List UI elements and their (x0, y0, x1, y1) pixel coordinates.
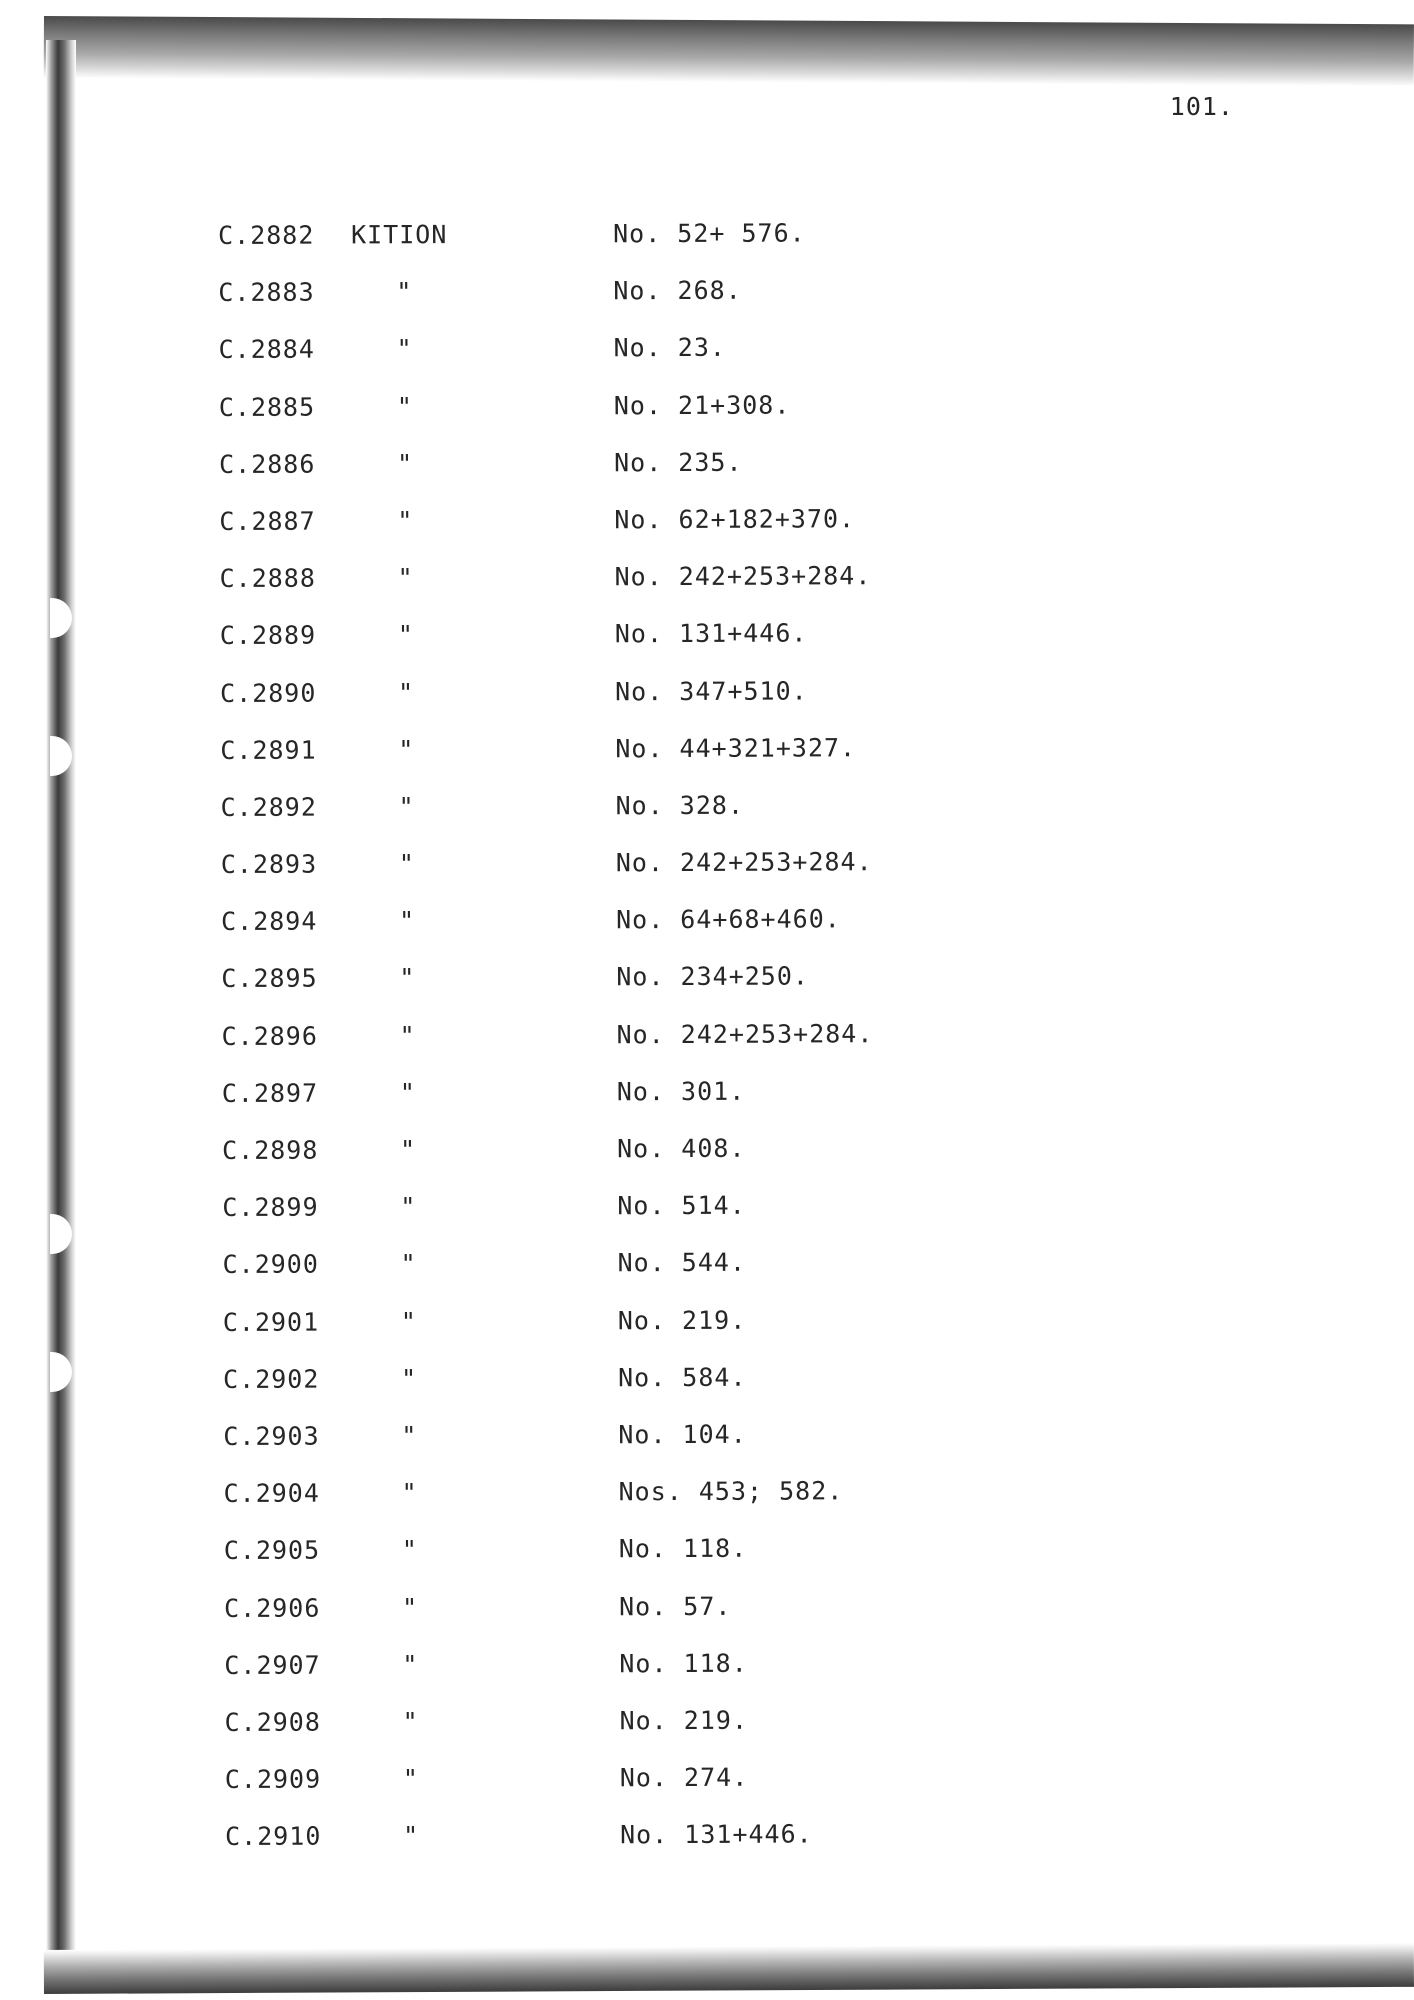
ditto-mark: " (397, 620, 414, 650)
ditto-mark: " (396, 334, 413, 364)
reference-numbers: No. 514. (617, 1190, 746, 1221)
catalogue-number: C.2908 (224, 1707, 321, 1737)
catalogue-number: C.2900 (222, 1249, 319, 1280)
catalogue-entry (219, 561, 979, 622)
catalogue-number: C.2886 (218, 449, 316, 479)
catalogue-entry (220, 732, 980, 793)
reference-numbers: No. 52+ 576. (612, 218, 806, 249)
ditto-mark: " (399, 1020, 416, 1050)
catalogue-number: C.2905 (223, 1535, 321, 1566)
catalogue-entry (222, 1190, 982, 1251)
reference-numbers: No. 118. (618, 1534, 748, 1564)
ditto-mark: " (400, 1306, 417, 1336)
catalogue-entry-list (218, 218, 985, 1880)
catalogue-number: C.2896 (221, 1021, 318, 1051)
reference-numbers: Nos. 453; 582. (618, 1476, 844, 1507)
catalogue-number: C.2904 (223, 1478, 320, 1509)
ditto-mark: " (402, 1707, 419, 1737)
ditto-mark: " (402, 1764, 419, 1794)
catalogue-number: C.2902 (222, 1364, 320, 1394)
ditto-mark: " (398, 906, 416, 936)
catalogue-entry (219, 504, 979, 565)
ditto-mark: " (396, 448, 414, 478)
catalogue-entry (223, 1304, 983, 1365)
catalogue-number: C.2899 (222, 1192, 319, 1223)
scan-top-shadow (44, 16, 1414, 86)
catalogue-number: C.2888 (219, 563, 316, 594)
site-name: KITION (350, 219, 448, 250)
catalogue-entry (225, 1762, 985, 1823)
reference-numbers: No. 57. (618, 1591, 732, 1621)
ditto-mark: " (396, 277, 413, 307)
catalogue-entry (218, 275, 978, 336)
ditto-mark: " (400, 1363, 418, 1393)
page-number: 101. (1169, 92, 1234, 121)
reference-numbers: No. 301. (616, 1076, 746, 1107)
reference-numbers: No. 131+446. (619, 1819, 813, 1850)
reference-numbers: No. 44+321+327. (615, 732, 857, 763)
catalogue-number: C.2901 (222, 1307, 320, 1337)
catalogue-number: C.2884 (218, 334, 315, 365)
catalogue-entry (218, 218, 978, 279)
ditto-mark: " (401, 1592, 419, 1622)
catalogue-entry (219, 389, 979, 450)
reference-numbers: No. 62+182+370. (614, 504, 856, 535)
catalogue-number: C.2906 (223, 1593, 321, 1623)
ditto-mark: " (402, 1821, 420, 1851)
catalogue-number: C.2898 (221, 1135, 319, 1165)
reference-numbers: No. 219. (619, 1705, 749, 1736)
reference-numbers: No. 584. (617, 1362, 747, 1393)
catalogue-entry (221, 961, 981, 1022)
catalogue-number: C.2903 (223, 1421, 320, 1451)
catalogue-number: C.2895 (221, 964, 318, 994)
ditto-mark: " (397, 563, 414, 593)
catalogue-entry (224, 1533, 984, 1594)
ditto-mark: " (400, 1249, 417, 1279)
ditto-mark: " (400, 1192, 417, 1222)
catalogue-number: C.2885 (218, 392, 316, 422)
scan-left-shadow (46, 40, 76, 1980)
ditto-mark: " (397, 677, 415, 707)
catalogue-number: C.2910 (224, 1821, 322, 1852)
reference-numbers: No. 274. (619, 1762, 749, 1793)
reference-numbers: No. 21+308. (613, 390, 791, 420)
reference-numbers: No. 118. (619, 1648, 748, 1678)
catalogue-entry (220, 618, 980, 679)
reference-numbers: No. 408. (616, 1133, 746, 1164)
ditto-mark: " (402, 1649, 419, 1679)
catalogue-entry (224, 1705, 984, 1766)
reference-numbers: No. 219. (617, 1305, 747, 1335)
catalogue-entry (223, 1361, 983, 1422)
ditto-mark: " (397, 506, 414, 536)
catalogue-entry (224, 1647, 984, 1708)
catalogue-entry (221, 904, 981, 965)
catalogue-entry (223, 1419, 983, 1480)
reference-numbers: No. 23. (613, 333, 726, 363)
reference-numbers: No. 544. (617, 1248, 747, 1278)
ditto-mark: " (401, 1421, 418, 1451)
catalogue-number: C.2889 (219, 620, 317, 651)
catalogue-number: C.2892 (220, 792, 317, 822)
ditto-mark: " (399, 963, 416, 993)
catalogue-entry (221, 847, 981, 908)
catalogue-number: C.2891 (220, 735, 317, 765)
catalogue-number: C.2883 (218, 277, 315, 308)
reference-numbers: No. 131+446. (614, 618, 808, 649)
reference-numbers: No. 104. (618, 1419, 747, 1450)
ditto-mark: " (401, 1478, 418, 1508)
catalogue-number: C.2894 (220, 906, 318, 937)
reference-numbers: No. 268. (613, 275, 742, 306)
catalogue-entry (222, 1075, 982, 1136)
reference-numbers: No. 242+253+284. (616, 1018, 874, 1049)
ditto-mark: " (399, 1077, 416, 1108)
catalogue-entry (225, 1819, 985, 1880)
catalogue-entry (223, 1476, 983, 1537)
catalogue-entry (222, 1247, 982, 1308)
catalogue-entry (221, 1018, 981, 1079)
reference-numbers: No. 347+510. (614, 675, 808, 706)
scan-bottom-shadow (44, 1943, 1414, 1994)
catalogue-number: C.2890 (219, 678, 317, 708)
ditto-mark: " (398, 849, 415, 879)
catalogue-number: C.2887 (219, 506, 316, 536)
catalogue-entry (220, 675, 980, 736)
catalogue-entry (224, 1590, 984, 1651)
reference-numbers: No. 242+253+284. (614, 561, 872, 592)
catalogue-entry (219, 446, 979, 507)
ditto-mark: " (401, 1535, 418, 1565)
catalogue-entry (218, 332, 978, 393)
catalogue-entry (220, 790, 980, 851)
ditto-mark: " (396, 391, 413, 421)
catalogue-number: C.2897 (221, 1078, 319, 1108)
reference-numbers: No. 242+253+284. (615, 847, 873, 878)
reference-numbers: No. 234+250. (616, 961, 809, 992)
catalogue-entry (222, 1133, 982, 1194)
reference-numbers: No. 235. (613, 447, 743, 478)
ditto-mark: " (398, 734, 415, 764)
reference-numbers: No. 64+68+460. (615, 904, 841, 935)
ditto-mark: " (399, 1135, 417, 1165)
catalogue-number: C.2909 (224, 1764, 322, 1795)
catalogue-number: C.2907 (224, 1650, 321, 1680)
catalogue-number: C.2893 (220, 849, 318, 880)
ditto-mark: " (398, 792, 415, 822)
reference-numbers: No. 328. (615, 790, 745, 821)
catalogue-number: C.2882 (218, 220, 315, 250)
